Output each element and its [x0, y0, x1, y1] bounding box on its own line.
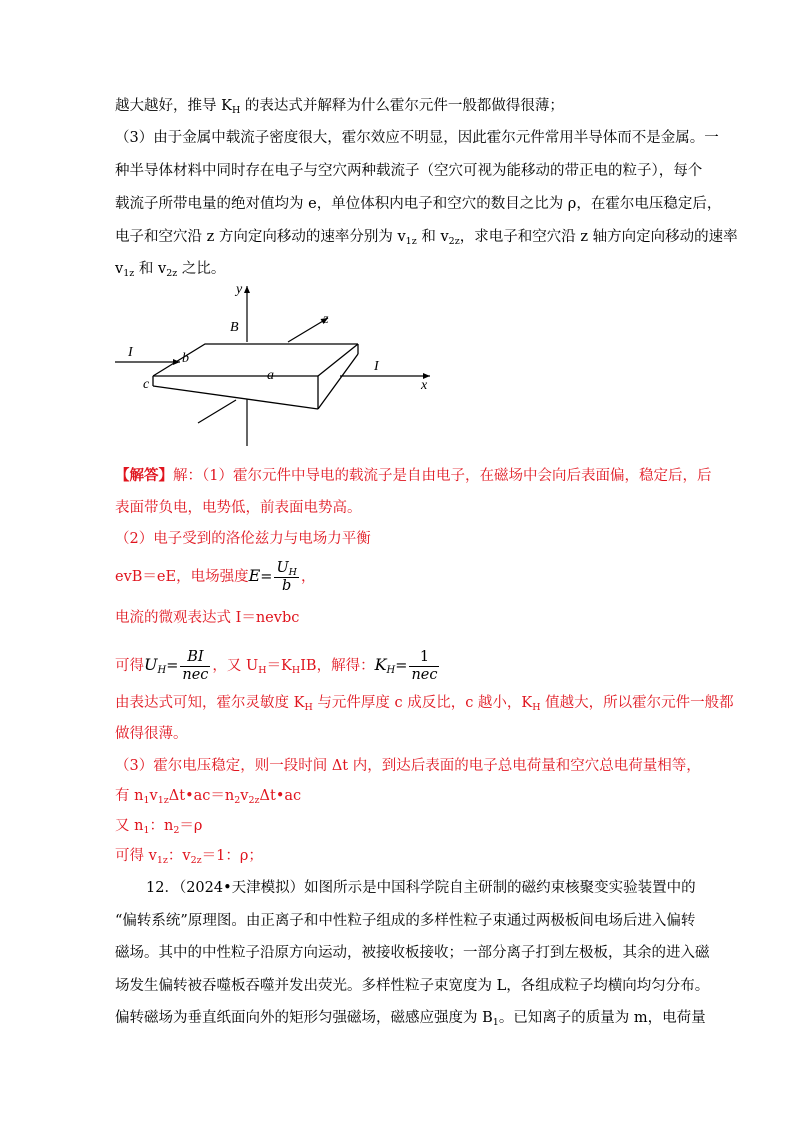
fraction: $\frac{1}{\text{nec}}$	[411, 648, 438, 683]
answer-line: 又 $n_1$：$n_2=\rho$	[115, 818, 203, 836]
answer-line: 做得很薄。	[115, 726, 188, 742]
fraction: $\frac{BI}{\text{nec}}$	[182, 648, 209, 683]
z-axis-lower	[198, 400, 236, 423]
answer-line: 由表达式可知，霍尔灵敏度 $K_H$ 与元件厚度 c 成反比，c 越小，$K_H$ 值越大，所以霍尔元件一般都	[115, 695, 734, 713]
answer-line: 电流的微观表达式 I＝nevbc	[115, 610, 300, 626]
question12-line: 12．（2024•天津模拟）如图所示是中国科学院自主研制的磁约束核聚变实验装置中的	[146, 880, 696, 896]
answer-tag: 【解答】	[115, 467, 173, 484]
question-line: 越大越好，推导 $K_H$ 的表达式并解释为什么霍尔元件一般都做得很薄；	[115, 98, 564, 116]
answer-line: 【解答】解：（1）霍尔元件中导电的载流子是自由电子，在磁场中会向后表面偏，稳定后，后	[115, 467, 712, 484]
z-axis-arrow	[288, 318, 328, 342]
answer-line: 有 $n_1v_{1z}\Delta t•ac=n_2v_{2z}\Delta t•ac$	[115, 788, 302, 806]
label-b: b	[182, 351, 189, 366]
answer-line: 表面带负电，电势低，前表面电势高。	[115, 500, 362, 516]
label-x: x	[421, 378, 428, 393]
fraction: $\frac{U_H}{b}$	[276, 559, 297, 594]
answer-equation: evB＝eE，电场强度E= $\frac{U_H}{b}$ ，	[115, 559, 316, 594]
label-a: a	[267, 368, 274, 383]
answer-line: 可得 $v_{1z}$：$v_{2z}=1$：ρ；	[115, 848, 263, 866]
label-y: y	[236, 282, 243, 297]
question12-line: 磁场。其中的中性粒子沿原方向运动，被接收板接收；一部分离子打到左极板，其余的进入磁	[115, 945, 710, 961]
answer-line: （2）电子受到的洛伦兹力与电场力平衡	[115, 531, 371, 547]
question12-line: 场发生偏转被吞噬板吞噬并发出荧光。多样性粒子束宽度为 L，各组成粒子均横向均匀分布。	[115, 978, 710, 994]
label-c: c	[143, 377, 150, 392]
question12-line: 偏转磁场为垂直纸面向外的矩形匀强磁场，磁感应强度为 $B_1$。已知离子的质量为 m，电荷量	[115, 1010, 706, 1028]
label-z: z	[323, 312, 329, 327]
hall-element-diagram	[110, 278, 440, 450]
answer-equation: 可得$U_H=$ $\frac{BI}{\text{nec}}$ ，又 $U_H=K_HIB$，解得：$K_H=$ $\frac{1}{\text{nec}}$	[115, 648, 438, 683]
question-line: $v_{1z}$ 和 $v_{2z}$ 之比。	[115, 261, 226, 279]
question-line: 电子和空穴沿 z 方向定向移动的速率分别为 $v_{1z}$ 和 $v_{2z}$，求电子和空穴沿 z 轴方向定向移动的速率	[115, 229, 738, 247]
question-line: （3）由于金属中载流子密度很大，霍尔效应不明显，因此霍尔元件常用半导体而不是金属。一	[115, 130, 719, 146]
question-line: 种半导体材料中同时存在电子与空穴两种载流子（空穴可视为能移动的带正电的粒子），每个	[115, 163, 703, 179]
label-B: B	[230, 320, 239, 335]
answer-line: （3）霍尔电压稳定，则一段时间 Δt 内，到达后表面的电子总电荷量和空穴总电荷量相等，	[115, 758, 701, 774]
question-line: 载流子所带电量的绝对值均为 e，单位体积内电子和空穴的数目之比为 ρ，在霍尔电压稳定后，	[115, 196, 722, 212]
label-I-right: I	[374, 359, 379, 374]
label-I-left: I	[128, 345, 133, 360]
question12-line: “偏转系统”原理图。由正离子和中性粒子组成的多样性粒子束通过两极板间电场后进入偏转	[115, 913, 696, 929]
